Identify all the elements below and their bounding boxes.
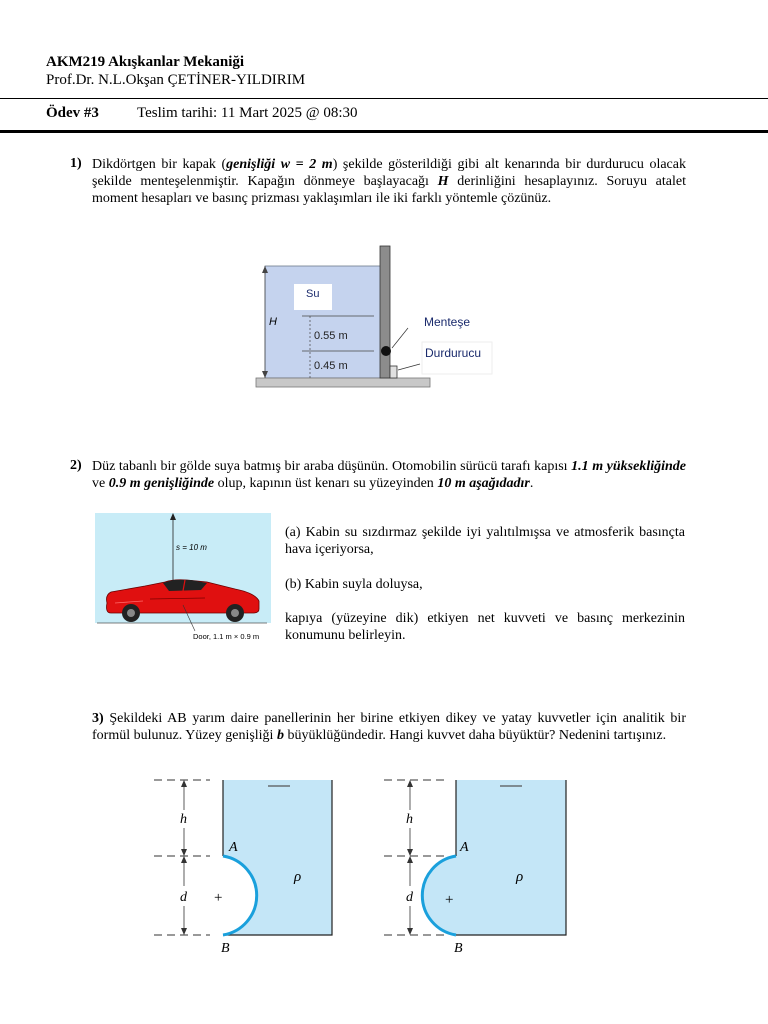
professor-name: Prof.Dr. N.L.Okşan ÇETİNER-YILDIRIM [46, 72, 306, 88]
q3-left-rho: ρ [294, 869, 302, 885]
q2-part-b: (b) Kabin suyla doluysa, [285, 577, 423, 592]
q1-width-bold: genişliği w = 2 m [226, 157, 333, 172]
question-1-number: 1) [70, 156, 82, 171]
q2-depth-label: s = 10 m [176, 543, 207, 552]
q3-right-rho: ρ [516, 869, 524, 885]
q3-left-B: B [221, 941, 230, 956]
q1-gate [380, 246, 390, 378]
q3-left-h: h [180, 812, 187, 827]
question-2-text: Düz tabanlı bir gölde suya batmış bir araba düşünün. Otomobilin sürücü tarafı kapısı 1.1 m yüksekliğinde ve 0.9 m genişliğinde olup, kapının üst kenarı su yüzeyinden 10 m aşağıdadır. [92, 459, 686, 491]
question-2-number: 2) [70, 458, 82, 473]
homework-number: Ödev #3 [46, 105, 99, 121]
q1-hinge-label: Menteşe [424, 315, 471, 329]
q2-figure [95, 513, 271, 647]
q3-figure-left [150, 770, 350, 960]
header-rule-bottom [0, 130, 768, 133]
q1-depth-label: H [269, 316, 277, 328]
q1-stopper-label: Durdurucu [425, 346, 482, 360]
q1-figure [250, 240, 495, 392]
header-rule-top [0, 98, 768, 99]
q3-right-A: A [460, 840, 469, 855]
q3-right-B: B [454, 941, 463, 956]
q1-hinge [381, 346, 391, 356]
course-title: AKM219 Akışkanlar Mekaniği [46, 54, 245, 70]
q3-right-d: d [406, 890, 413, 905]
q3-right-water [422, 780, 566, 935]
q3-left-d: d [180, 890, 187, 905]
q2-part-c: kapıya (yüzeyine dik) etkiyen net kuvveti ve basınç merkezinin konumunu belirleyin. [285, 611, 685, 643]
q3-right-plus: + [445, 892, 454, 908]
due-date: Teslim tarihi: 11 Mart 2025 @ 08:30 [137, 105, 358, 121]
q3-left-water [223, 780, 332, 935]
q2-part-a: (a) Kabin su sızdırmaz şekilde iyi yalıtılmışsa ve atmosferik basınçta hava içeriyorsa, [285, 525, 685, 557]
q1-water-label: Su [306, 288, 320, 300]
q3-right-h: h [406, 812, 413, 827]
question-3-text: 3) Şekildeki AB yarım daire panellerinin her birine etkiyen dikey ve yatay kuvvetler için analitik bir formül bulunuz. Yüzey genişliği b büyüklüğündedir. Hangi kuvvet daha büyüktür? Nedenini tartışınız. [92, 711, 686, 743]
q1-dim-055: 0.55 m [314, 330, 348, 342]
q3-figure-right [380, 770, 580, 960]
q1-ground [256, 378, 430, 387]
q3-left-plus: + [214, 890, 223, 906]
q2-door-label: Door, 1.1 m × 0.9 m [193, 632, 260, 641]
question-3-number: 3) [92, 711, 104, 726]
q1-dim-045: 0.45 m [314, 360, 348, 372]
q1-depth-bold: H [437, 174, 449, 189]
q3-left-A: A [229, 840, 238, 855]
question-1-text: Dikdörtgen bir kapak (genişliği w = 2 m) şekilde gösterildiği gibi alt kenarında bir durdurucu olacak şekilde menteşelenmiştir. Kapağın dönmeye başlayacağı H derinliğini hesaplayınız. Soruyu atalet moment hesapları ve basınç prizması yaklaşımları ile iki farklı yöntemle çözünüz. [92, 157, 686, 206]
q1-stopper [390, 366, 397, 378]
